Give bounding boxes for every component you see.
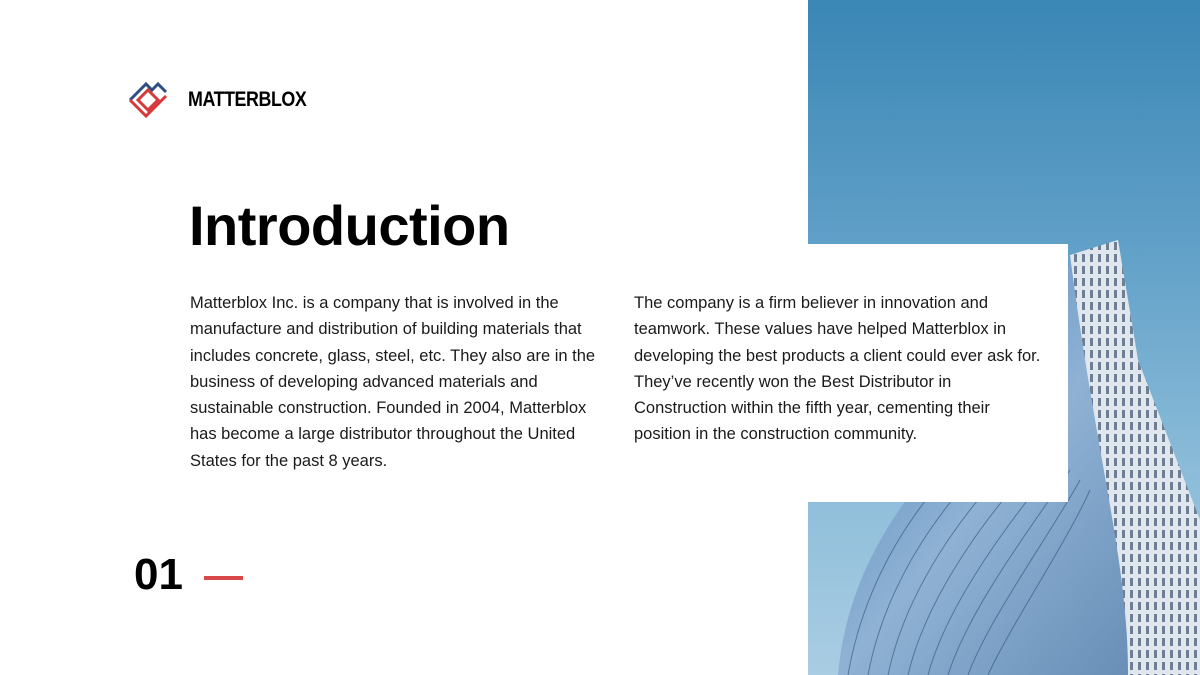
slide-title: Introduction	[189, 194, 510, 257]
intro-paragraph-right: The company is a firm believer in innovation and teamwork. These values have helped Matterblox in developing the best products a client could ever ask for. They’ve recently won the Best Distributor in Construction within the fifth year, cementing their position in the construction community.	[634, 294, 1041, 444]
intro-paragraph-left: Matterblox Inc. is a company that is involved in the manufacture and distribution of building materials that includes concrete, glass, steel, etc. They also are in the business of developing advanced materials and sustainable construction. Founded in 2004, Matterblox has become a large distributor throughout the United States for the past 8 years.	[190, 294, 596, 470]
brand-name: MATTERBLOX	[188, 88, 307, 111]
diamond-logo-icon	[126, 82, 170, 118]
brand-logo	[126, 82, 327, 118]
accent-dash	[204, 576, 243, 580]
page-number: 01	[134, 550, 183, 599]
